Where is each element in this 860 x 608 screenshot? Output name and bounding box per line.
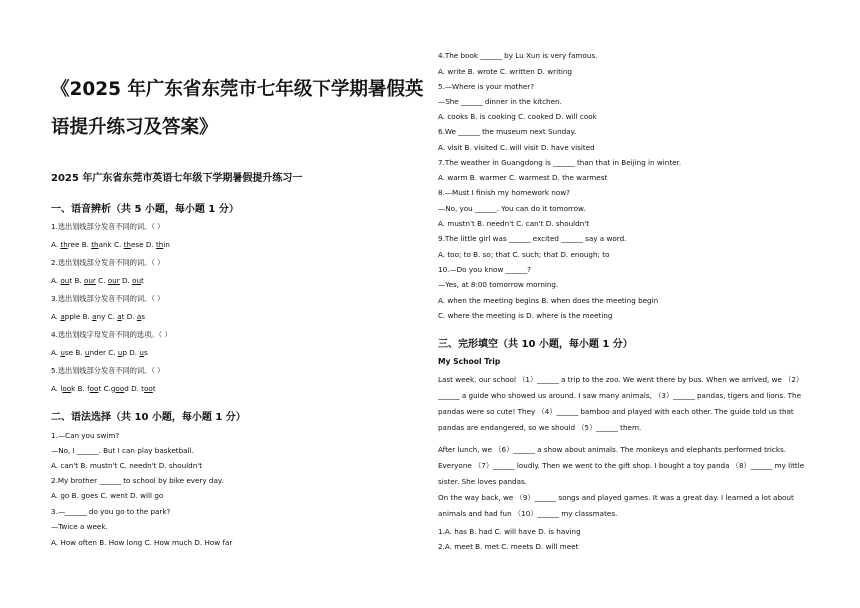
passage-title: My School Trip bbox=[438, 357, 501, 366]
document-title-line-2: 语提升练习及答案》 bbox=[51, 117, 218, 138]
grammar-line: A. write B. wrote C. written D. writing bbox=[438, 67, 572, 76]
passage-paragraph-2: After lunch, we （6）______ a show about animals. The monkeys and elephants performed tricks. Everyone （7）______ loudly. Then we went to the gift shop. I bought a toy panda （8）______ my little sister. She loves pandas. bbox=[438, 445, 805, 486]
grammar-line: —No, you ______. You can do it tomorrow. bbox=[438, 204, 586, 213]
exercise-subtitle: 2025 年广东省东莞市英语七年级下学期暑假提升练习一 bbox=[51, 173, 303, 184]
grammar-line: 4.The book ______ by Lu Xun is very famous. bbox=[438, 51, 598, 60]
phonetics-question-2: 2.选出划线部分发音不同的词。（ ） bbox=[51, 258, 165, 267]
grammar-line: A. when the meeting begins B. when does the meeting begin bbox=[438, 296, 659, 305]
section-heading-phonetics: 一、语音辨析（共 5 小题，每小题 1 分） bbox=[51, 204, 239, 215]
grammar-line: 7.The weather in Guangdong is ______ than that in Beijing in winter. bbox=[438, 158, 682, 167]
phonetics-question-4: 4.选出划线字母发音不同的选项。（ ） bbox=[51, 330, 172, 339]
section-heading-cloze: 三、完形填空（共 10 小题，每小题 1 分） bbox=[438, 339, 633, 350]
grammar-line: —She ______ dinner in the kitchen. bbox=[438, 97, 562, 106]
grammar-line: A. go B. goes C. went D. will go bbox=[51, 491, 164, 500]
phonetics-options-4: A. use B. under C. up D. us bbox=[51, 348, 148, 357]
grammar-line: 10.—Do you know ______? bbox=[438, 265, 531, 274]
grammar-line: A. warm B. warmer C. warmest D. the warmest bbox=[438, 173, 608, 182]
grammar-line: A. too; to B. so; that C. such; that D. enough; to bbox=[438, 250, 610, 259]
document-title-line-1: 《2025 年广东省东莞市七年级下学期暑假英 bbox=[51, 79, 424, 100]
grammar-line: A. can't B. mustn't C. needn't D. shouldn't bbox=[51, 461, 203, 470]
phonetics-options-3: A. apple B. any C. at D. as bbox=[51, 312, 146, 321]
phonetics-question-3: 3.选出划线部分发音不同的词。（ ） bbox=[51, 294, 165, 303]
grammar-line: 5.—Where is your mother? bbox=[438, 82, 535, 91]
grammar-line: 3.—______ do you go to the park? bbox=[51, 507, 171, 516]
phonetics-question-1: 1.选出划线部分发音不同的词。（ ） bbox=[51, 222, 165, 231]
cloze-options-2: 2.A. meet B. met C. meets D. will meet bbox=[438, 542, 579, 551]
cloze-options-1: 1.A. has B. had C. will have D. is having bbox=[438, 527, 581, 536]
grammar-line: 1.—Can you swim? bbox=[51, 431, 120, 440]
grammar-line: 9.The little girl was ______ excited ______ say a word. bbox=[438, 234, 627, 243]
grammar-line: A. mustn't B. needn't C. can't D. shouldn't bbox=[438, 219, 590, 228]
grammar-line: A. cooks B. is cooking C. cooked D. will cook bbox=[438, 112, 597, 121]
phonetics-options-5: A. look B. foot C.good D. toot bbox=[51, 384, 156, 393]
section-heading-grammar: 二、语法选择（共 10 小题，每小题 1 分） bbox=[51, 412, 246, 423]
grammar-line: C. where the meeting is D. where is the meeting bbox=[438, 311, 613, 320]
grammar-line: 6.We ______ the museum next Sunday. bbox=[438, 127, 577, 136]
grammar-line: 8.—Must I finish my homework now? bbox=[438, 188, 570, 197]
passage-paragraph-1: Last week, our school （1）______ a trip to the zoo. We went there by bus. When we arrived, we （2）______ a guide who showed us around. I saw many animals, （3）______ pandas, tigers and lions. The pandas were so cute! They （4）______ bamboo and played with each other. The guide told us that pandas are endangered, so we should （5）______ them. bbox=[438, 375, 804, 432]
grammar-line: 2.My brother ______ to school by bike every day. bbox=[51, 476, 224, 485]
phonetics-question-5: 5.选出划线部分发音不同的词。（ ） bbox=[51, 366, 165, 375]
grammar-line: —Yes, at 8:00 tomorrow morning. bbox=[438, 280, 559, 289]
grammar-line: —No, I ______. But I can play basketball. bbox=[51, 446, 194, 455]
phonetics-options-2: A. out B. our C. our D. out bbox=[51, 276, 144, 285]
grammar-line: —Twice a week. bbox=[51, 522, 108, 531]
grammar-line: A. How often B. How long C. How much D. How far bbox=[51, 538, 233, 547]
phonetics-options-1: A. three B. thank C. these D. thin bbox=[51, 240, 170, 249]
passage-paragraph-3: On the way back, we （9）______ songs and played games. It was a great day. I learned a lot about animals and had fun （10）______ my classmates. bbox=[438, 493, 794, 518]
grammar-line: A. visit B. visited C. will visit D. have visited bbox=[438, 143, 595, 152]
